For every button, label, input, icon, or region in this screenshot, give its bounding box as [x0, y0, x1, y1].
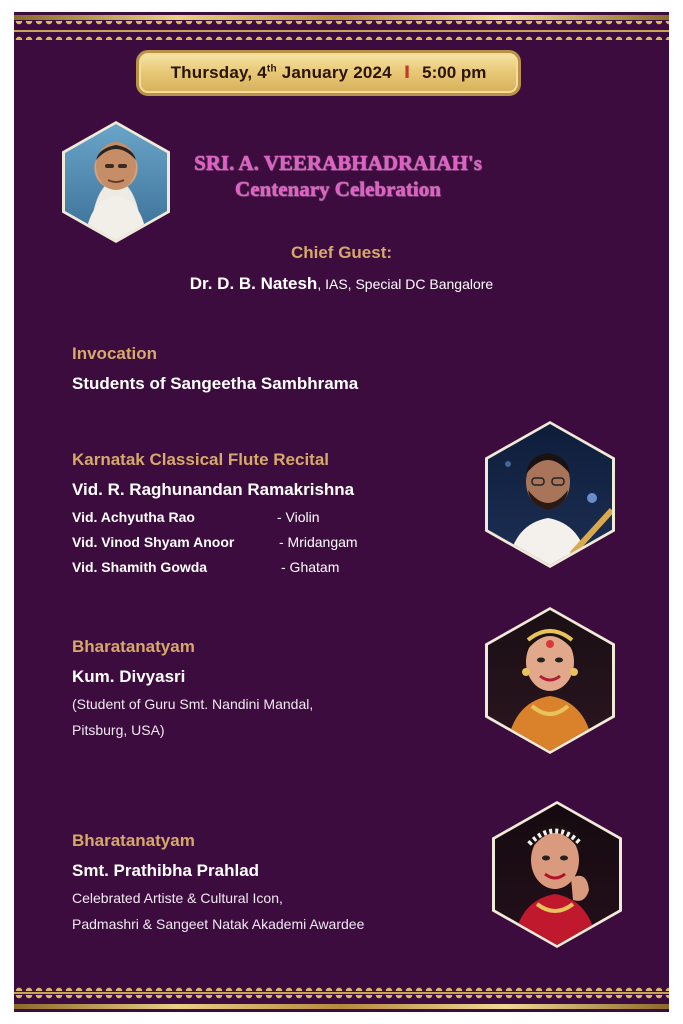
accompanist-name: Vid. Shamith Gowda	[72, 559, 208, 575]
bharatanatyam1-description-line2: Pitsburg, USA)	[72, 722, 165, 738]
bharatanatyam1-description	[72, 691, 313, 743]
bharatanatyam2-heading: Bharatanatyam	[72, 831, 195, 850]
accompanist-name: Vid. Achyutha Rao	[72, 509, 195, 525]
bharatanatyam2-description	[72, 885, 364, 937]
top-ornamental-border	[14, 12, 669, 42]
bharatanatyam1-heading: Bharatanatyam	[72, 637, 195, 656]
date-time-banner	[136, 50, 521, 96]
accompanist-role: - Violin	[277, 509, 320, 525]
invocation-heading: Invocation	[72, 344, 158, 363]
chief-guest-designation: , IAS, Special DC Bangalore	[317, 276, 494, 292]
event-title-line1: SRI. A. VEERABHADRAIAH's	[194, 151, 482, 175]
event-title-line2: Centenary Celebration	[235, 177, 441, 201]
chief-guest-name: Dr. D. B. Natesh	[189, 274, 318, 293]
bharatanatyam2-performer: Smt. Prathibha Prahlad	[72, 861, 260, 880]
accompanist-role: - Mridangam	[279, 534, 358, 550]
event-time: 5:00 pm	[422, 63, 487, 82]
bharatanatyam1-performer: Kum. Divyasri	[72, 667, 186, 686]
bharatanatyam2-description-line2: Padmashri & Sangeet Natak Akademi Awardee	[72, 916, 365, 932]
flute-performer: Vid. R. Raghunandan Ramakrishna	[72, 480, 355, 499]
chief-guest-line	[0, 274, 683, 294]
accompanist-role: - Ghatam	[281, 559, 340, 575]
bharatanatyam1-description-line1: (Student of Guru Smt. Nandini Mandal,	[72, 696, 314, 712]
event-title	[180, 150, 496, 202]
flute-heading: Karnatak Classical Flute Recital	[72, 450, 330, 469]
bottom-ornamental-border	[14, 982, 669, 1012]
accompanist-name: Vid. Vinod Shyam Anoor	[72, 534, 235, 550]
date-time-separator: I	[403, 63, 411, 83]
bharatanatyam2-description-line1: Celebrated Artiste & Cultural Icon,	[72, 890, 283, 906]
event-date: Thursday, 4th January 2024	[170, 63, 392, 82]
person-silhouette-icon	[65, 124, 167, 240]
invocation-performer: Students of Sangeetha Sambhrama	[72, 374, 359, 393]
chief-guest-label: Chief Guest:	[290, 243, 393, 262]
